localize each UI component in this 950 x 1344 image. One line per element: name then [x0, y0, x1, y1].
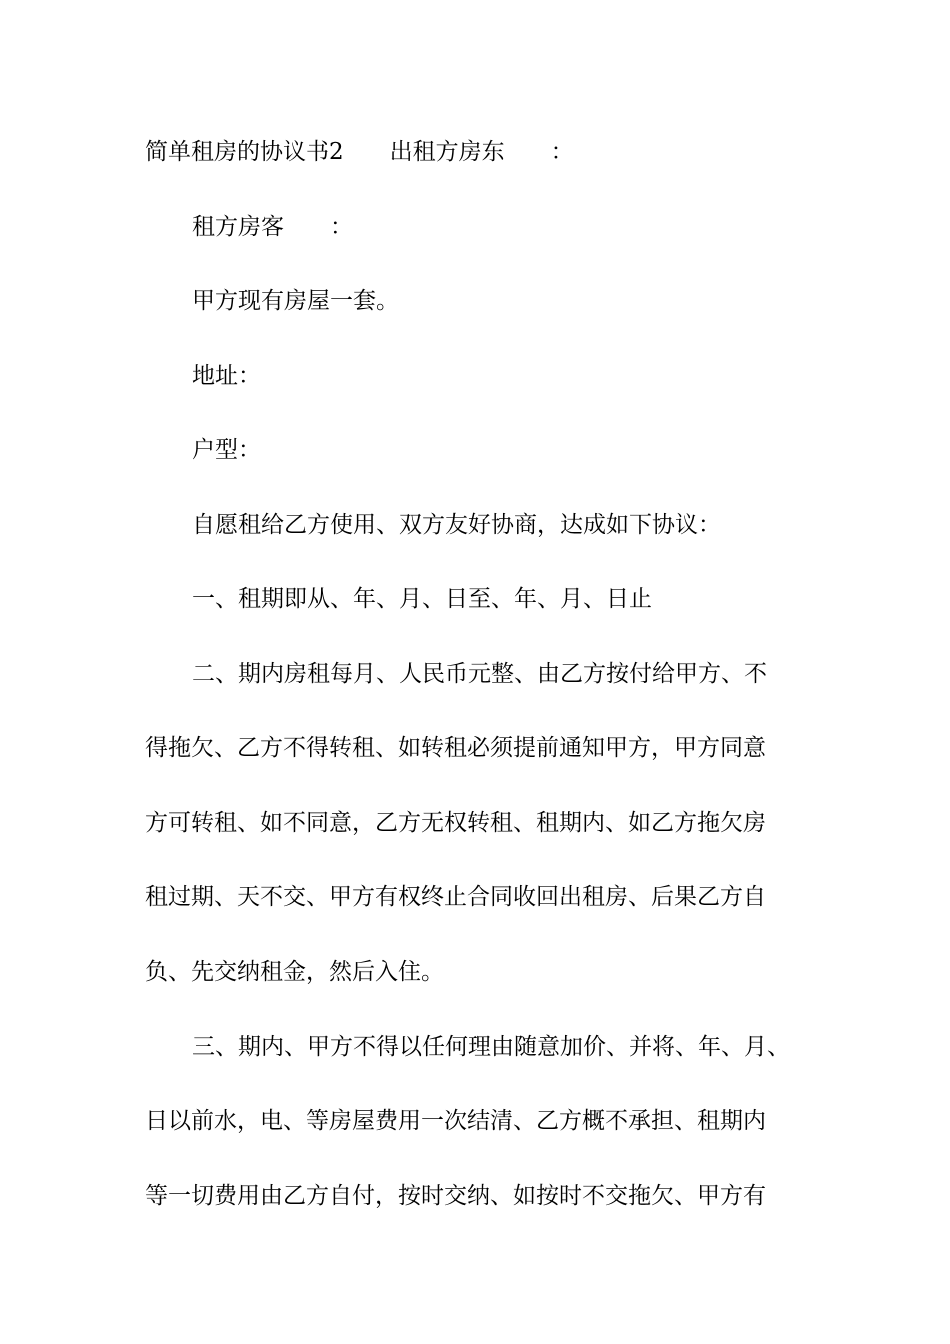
- layout-line: 户型：: [192, 437, 261, 463]
- clause-2-line: 得拖欠、乙方不得转租、如转租必须提前通知甲方，甲方同意: [145, 735, 766, 761]
- clause-2-line: 租过期、天不交、甲方有权终止合同收回出租房、后果乙方自: [145, 884, 766, 910]
- address-line: 地址：: [192, 363, 261, 389]
- clause-3-line: 日以前水，电、等房屋费用一次结清、乙方概不承担、租期内: [145, 1108, 766, 1134]
- tenant-line: 租方房客 ：: [192, 214, 353, 240]
- paragraph-line: 自愿租给乙方使用、双方友好协商，达成如下协议：: [192, 512, 721, 538]
- title-line: 简单租房的协议书2 出租方房东 ：: [145, 139, 574, 165]
- clause-2-line: 方可转租、如不同意，乙方无权转租、租期内、如乙方拖欠房: [145, 810, 766, 836]
- clause-3-line: 等一切费用由乙方自付，按时交纳、如按时不交拖欠、甲方有: [145, 1183, 766, 1209]
- clause-3-line: 三、期内、甲方不得以任何理由随意加价、并将、年、月、: [192, 1034, 790, 1060]
- clause-1-line: 一、租期即从、年、月、日至、年、月、日止: [192, 586, 652, 612]
- clause-2-line: 负、先交纳租金，然后入住。: [145, 959, 444, 985]
- paragraph-line: 甲方现有房屋一套。: [192, 288, 399, 314]
- clause-2-line: 二、期内房租每月、人民币元整、由乙方按付给甲方、不: [192, 661, 767, 687]
